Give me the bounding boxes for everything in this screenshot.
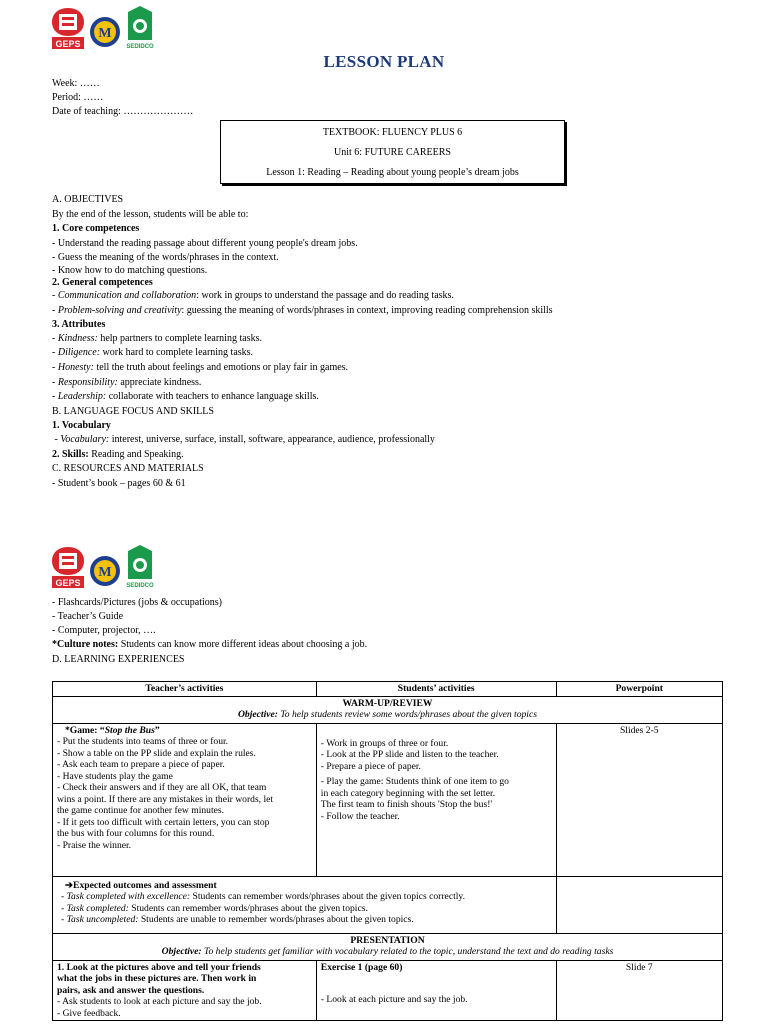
m-logo-icon bbox=[89, 549, 121, 589]
resource-item: - Computer, projector, …. bbox=[52, 625, 156, 636]
general-item: - Communication and collaboration: work in groups to understand the passage and do reading tasks. bbox=[52, 290, 454, 301]
section-a-heading: A. OBJECTIVES bbox=[52, 194, 124, 205]
attribute-item: - Leadership: collaborate with teachers to enhance language skills. bbox=[52, 391, 319, 402]
col-header-students: Students’ activities bbox=[316, 682, 556, 697]
ex1-student-line: - Look at each picture and say the job. bbox=[320, 994, 468, 1005]
student-line: in each category beginning with the set letter. bbox=[320, 787, 496, 799]
svg-text:SEDIDCO: SEDIDCO bbox=[126, 44, 154, 50]
sedidco-logo-icon bbox=[124, 4, 156, 50]
general-item: - Problem-solving and creativity: guessing the meaning of words/phrases in context, improving reading comprehension skills bbox=[52, 305, 553, 316]
ex1-student-cell bbox=[316, 960, 556, 1021]
ex1-teacher-line: pairs, ask and answer the questions. bbox=[57, 984, 205, 996]
textbook-title: TEXTBOOK: FLUENCY PLUS 6 bbox=[322, 127, 463, 138]
warmup-title: WARM-UP/REVIEW bbox=[342, 697, 433, 709]
presentation-row bbox=[53, 933, 723, 960]
resource-item: - Teacher’s Guide bbox=[52, 611, 124, 622]
lesson-title: Lesson 1: Reading – Reading about young people’s dream jobs bbox=[266, 167, 519, 178]
core-item: - Guess the meaning of the words/phrases in the context. bbox=[52, 252, 279, 263]
logo-group-top bbox=[50, 4, 156, 50]
culture-notes: *Culture notes: Students can know more different ideas about choosing a job. bbox=[52, 639, 368, 650]
date-field: Date of teaching: ………………… bbox=[52, 106, 194, 117]
student-line: The first team to finish shouts 'Stop the bus!' bbox=[320, 799, 493, 810]
section-c-heading: C. RESOURCES AND MATERIALS bbox=[52, 463, 204, 474]
week-field: Week: …… bbox=[52, 78, 100, 89]
skills-line: 2. Skills: Reading and Speaking. bbox=[52, 449, 184, 460]
section-d-heading: D. LEARNING EXPERIENCES bbox=[52, 654, 185, 665]
teacher-line: - Have students play the game bbox=[57, 770, 173, 782]
attribute-item: - Honesty: tell the truth about feelings and emotions or play fair in games. bbox=[52, 362, 349, 373]
table-header-row bbox=[53, 682, 723, 697]
m-logo-icon bbox=[89, 10, 121, 50]
attributes-heading: 3. Attributes bbox=[52, 319, 106, 330]
core-competences-heading: 1. Core competences bbox=[52, 223, 140, 234]
ex1-teacher-line: - Ask students to look at each picture and say the job. bbox=[57, 996, 262, 1007]
svg-text:M: M bbox=[98, 26, 112, 41]
student-line: - Work in groups of three or four. bbox=[320, 737, 449, 749]
geps-logo-icon bbox=[50, 545, 86, 589]
vocabulary-list: - Vocabulary: interest, universe, surface, install, software, appearance, audience, professionally bbox=[52, 434, 435, 445]
ex1-teacher-line: 1. Look at the pictures above and tell your friends bbox=[57, 961, 261, 973]
svg-text:SEDIDCO: SEDIDCO bbox=[126, 583, 154, 589]
student-line: - Play the game: Students think of one item to go bbox=[320, 776, 509, 787]
teacher-line: - Put the students into teams of three or four. bbox=[57, 736, 229, 747]
resource-item: - Student’s book – pages 60 & 61 bbox=[52, 478, 186, 489]
outcome-item: - Task completed: Students can remember words/phrases about the given topics. bbox=[61, 902, 368, 914]
ex1-teacher-line: what the jobs in these pictures are. Then work in bbox=[57, 973, 257, 984]
sedidco-logo-icon bbox=[124, 543, 156, 589]
warmup-activity-row bbox=[53, 723, 723, 876]
teacher-line: wins a point. If there are any mistakes in their words, let bbox=[57, 793, 274, 805]
teacher-line: - Show a table on the PP slide and explain the rules. bbox=[57, 747, 256, 759]
ex1-powerpoint-cell: Slide 7 bbox=[556, 960, 722, 1021]
students-activities-cell bbox=[316, 723, 556, 876]
teacher-line: - If it gets too difficult with certain letters, you can stop bbox=[57, 816, 270, 828]
teacher-line: the bus with four columns for this round. bbox=[57, 828, 215, 839]
warmup-row bbox=[53, 696, 723, 723]
student-line: - Prepare a piece of paper. bbox=[320, 760, 421, 772]
vocabulary-heading: 1. Vocabulary bbox=[52, 420, 111, 431]
outcomes-row bbox=[53, 876, 723, 933]
powerpoint-cell: Slides 2-5 bbox=[556, 723, 722, 876]
ex1-teacher-cell bbox=[53, 960, 317, 1021]
student-line: - Look at the PP slide and listen to the teacher. bbox=[320, 749, 499, 760]
core-item: - Know how to do matching questions. bbox=[52, 265, 208, 276]
game-title: *Game: “Stop the Bus” bbox=[65, 724, 160, 736]
ex1-student-title: Exercise 1 (page 60) bbox=[320, 961, 403, 973]
teacher-line: the game continue for another few minutes. bbox=[57, 805, 225, 816]
col-header-teacher: Teacher’s activities bbox=[53, 682, 317, 697]
teacher-line: - Check their answers and if they are all OK, that team bbox=[57, 782, 267, 793]
outcome-item: - Task completed with excellence: Students can remember words/phrases about the given topics correctly. bbox=[61, 891, 465, 902]
svg-text:M: M bbox=[98, 565, 112, 580]
ex1-teacher-line: - Give feedback. bbox=[57, 1007, 121, 1019]
resource-item: - Flashcards/Pictures (jobs & occupations) bbox=[52, 597, 222, 608]
period-field: Period: …… bbox=[52, 92, 104, 103]
svg-text:GEPS: GEPS bbox=[55, 39, 81, 49]
svg-text:GEPS: GEPS bbox=[55, 578, 81, 588]
teacher-line: - Ask each team to prepare a piece of paper. bbox=[57, 759, 225, 770]
unit-title: Unit 6: FUTURE CAREERS bbox=[334, 147, 451, 158]
objectives-intro: By the end of the lesson, students will be able to: bbox=[52, 209, 249, 220]
teacher-line: - Praise the winner. bbox=[57, 839, 132, 851]
teacher-activities-cell bbox=[53, 723, 317, 876]
logo-group-second bbox=[50, 543, 156, 589]
attribute-item: - Kindness: help partners to complete learning tasks. bbox=[52, 333, 262, 344]
geps-logo-icon bbox=[50, 6, 86, 50]
attribute-item: - Responsibility: appreciate kindness. bbox=[52, 377, 202, 388]
presentation-objective: Objective: To help students get familiar with vocabulary related to the topic, understand the text and do reading tasks bbox=[161, 946, 614, 957]
learning-experiences-table bbox=[52, 681, 723, 1021]
general-competences-heading: 2. General competences bbox=[52, 277, 153, 288]
attribute-item: - Diligence: work hard to complete learning tasks. bbox=[52, 347, 254, 358]
outcome-item: - Task uncompleted: Students are unable to remember words/phrases about the given topics. bbox=[61, 914, 414, 925]
presentation-title: PRESENTATION bbox=[350, 934, 425, 946]
student-line: - Follow the teacher. bbox=[320, 810, 400, 822]
page-title: LESSON PLAN bbox=[323, 52, 445, 71]
exercise1-row bbox=[53, 960, 723, 1021]
outcomes-heading: ➔Expected outcomes and assessment bbox=[65, 879, 217, 891]
warmup-objective: Objective: To help students review some words/phrases about the given topics bbox=[238, 709, 537, 720]
core-item: - Understand the reading passage about different young people's dream jobs. bbox=[52, 238, 358, 249]
section-b-heading: B. LANGUAGE FOCUS AND SKILLS bbox=[52, 406, 214, 417]
col-header-powerpoint: Powerpoint bbox=[556, 682, 722, 697]
lesson-info-box bbox=[220, 120, 565, 184]
